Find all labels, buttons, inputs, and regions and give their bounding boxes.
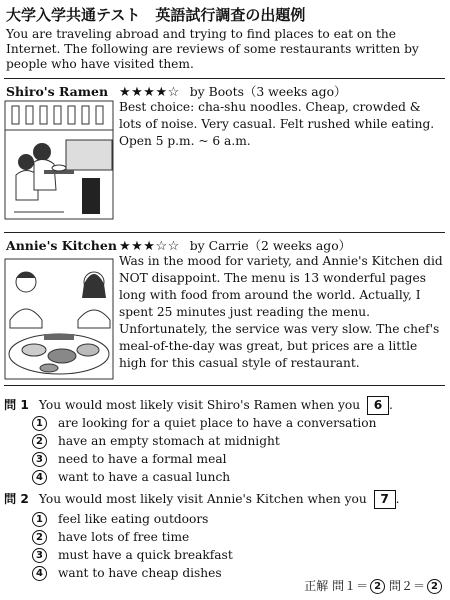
option: [32, 416, 376, 431]
question-label: 問 2: [4, 492, 29, 506]
review-text: Was in the mood for variety, and Annie's Kitchen did NOT disappoint. The menu is 13 wonderful pages long with food from around the world. Actually, I spent 25 minutes just reading the menu. Unfortunately, the service was very slow. The chef's meal-of-the-day was great, but prices are a little high for this casual style of restaurant.: [119, 254, 443, 370]
option-text: want to have cheap dishes: [58, 566, 222, 580]
answer-key: [304, 577, 442, 594]
answer-q2-label: 問２＝: [388, 579, 425, 593]
kitchen-illustration: [4, 258, 114, 380]
ramen-shop-illustration: [4, 100, 114, 220]
option-number: 4: [32, 566, 47, 581]
answer-blank: 7: [374, 490, 396, 509]
intro-text: You are traveling abroad and trying to find places to eat on the Internet. The following are reviews of some restaurants written by people who have visited them.: [6, 27, 419, 71]
option: [32, 530, 189, 545]
option-number: 2: [32, 530, 47, 545]
option-number: 3: [32, 548, 47, 563]
option-number: 3: [32, 452, 47, 467]
option-number: 2: [32, 434, 47, 449]
option: [32, 452, 227, 467]
option-text: must have a quick breakfast: [58, 548, 233, 562]
option: [32, 470, 230, 485]
option: [32, 434, 280, 449]
question-stem: You would most likely visit Shiro's Ramen when you: [38, 398, 361, 412]
option-text: feel like eating outdoors: [58, 512, 209, 526]
option-number: 1: [32, 512, 47, 527]
star-rating: ★★★☆☆: [119, 239, 180, 254]
star-rating: ★★★★☆: [119, 85, 180, 100]
question-label: 問 1: [4, 398, 29, 412]
page-title: 大学入学共通テスト 英語試行調査の出題例: [6, 6, 306, 24]
review-header: [119, 82, 346, 100]
restaurant-name: Shiro's Ramen: [6, 84, 109, 99]
reviewer: by Boots（3 weeks ago）: [189, 84, 347, 99]
option-text: have an empty stomach at midnight: [58, 434, 280, 448]
question-stem: You would most likely visit Annie's Kitchen when you: [38, 492, 367, 506]
option-text: want to have a casual lunch: [58, 470, 231, 484]
restaurant-name: Annie's Kitchen: [6, 238, 117, 253]
answer-blank: 6: [367, 396, 389, 415]
option: [32, 512, 208, 527]
question-1: 問 1 You would most likely visit Shiro's Ramen when you 6 .: [4, 396, 393, 415]
answer-label: 正解: [304, 579, 329, 593]
option-number: 4: [32, 470, 47, 485]
answer-q1-value: 2: [370, 579, 385, 594]
review-text: Best choice: cha-shu noodles. Cheap, crowded & lots of noise. Very casual. Felt rushed while eating. Open 5 p.m. ~ 6 a.m.: [119, 100, 435, 148]
option-text: need to have a formal meal: [58, 452, 227, 466]
divider: [4, 78, 445, 79]
divider: [4, 232, 445, 233]
question-2: 問 2 You would most likely visit Annie's Kitchen when you 7 .: [4, 490, 399, 509]
reviewer: by Carrie（2 weeks ago）: [189, 238, 352, 253]
option-text: are looking for a quiet place to have a conversation: [58, 416, 377, 430]
answer-q2-value: 2: [427, 579, 442, 594]
divider: [4, 385, 445, 386]
answer-q1-label: 問１＝: [332, 579, 369, 593]
option-number: 1: [32, 416, 47, 431]
option-text: have lots of free time: [58, 530, 190, 544]
option: [32, 548, 233, 563]
option: [32, 566, 222, 581]
review-header: [119, 236, 351, 254]
